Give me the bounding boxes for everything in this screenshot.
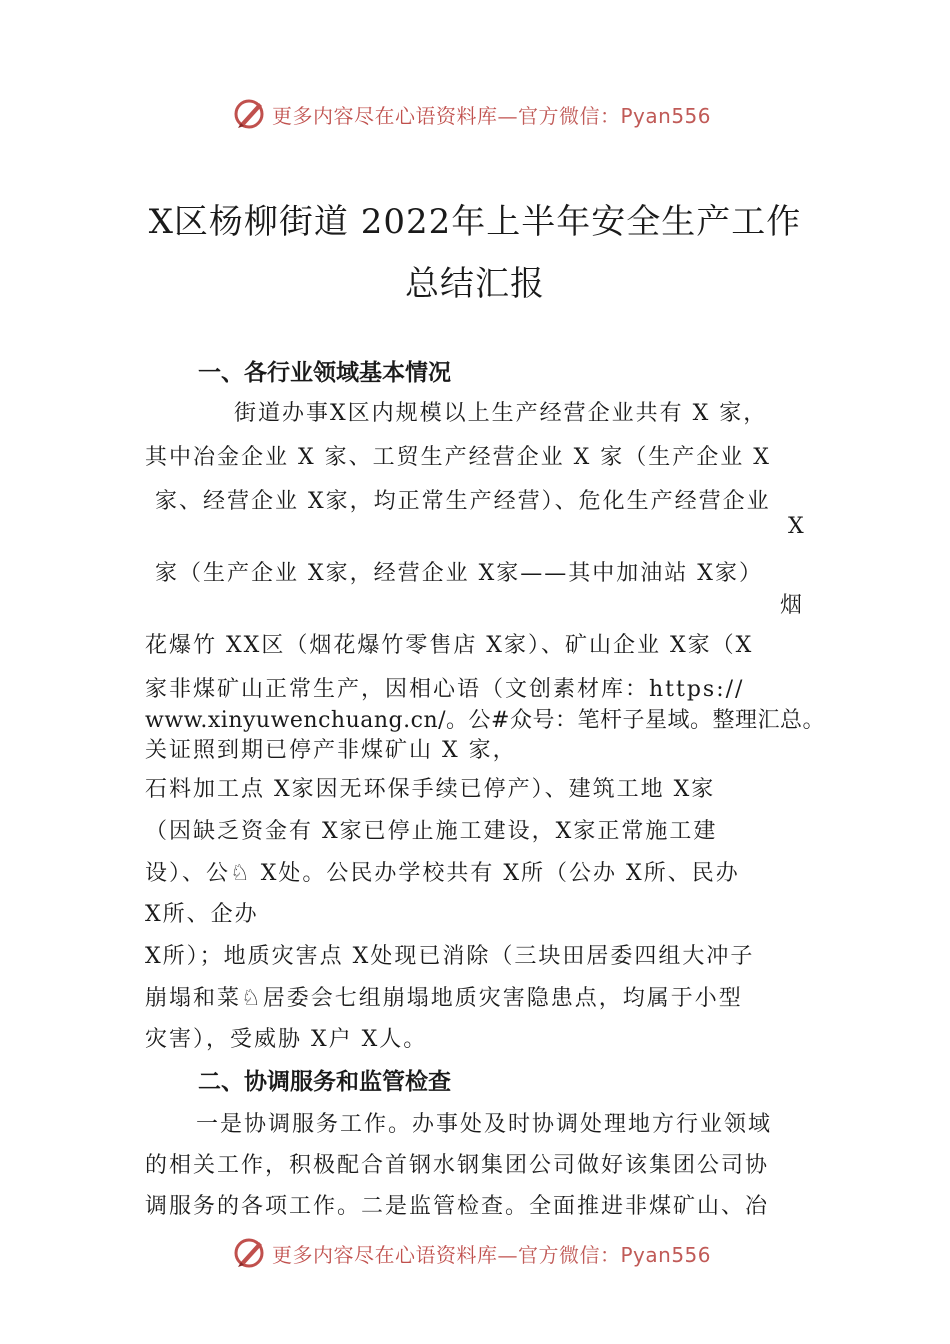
body-line: 家、经营企业 X家，均正常生产经营）、危化生产经营企业 xyxy=(155,489,771,514)
section2-heading: 二、协调服务和监管检查 xyxy=(198,1069,451,1095)
body-line: 设）、公♘ X处。公民办学校共有 X所（公办 X所、民办 xyxy=(145,861,740,886)
body-line: 家非煤矿山正常生产，因相心语（文创素材库：https:// xyxy=(145,677,745,702)
body-line: 关证照到期已停产非煤矿山 X 家， xyxy=(145,738,517,763)
watermark-banner-top xyxy=(0,94,950,134)
pen-logo-icon xyxy=(232,96,268,132)
body-line: （因缺乏资金有 X家已停止施工建设，X家正常施工建 xyxy=(145,819,718,844)
watermark-text: 更多内容尽在心语资料库—官方微信：Pyan556 xyxy=(272,104,712,128)
body-line: 街道办事X区内规模以上生产经营企业共有 X 家， xyxy=(234,401,768,426)
body-line: X xyxy=(788,514,806,539)
watermark-text: 更多内容尽在心语资料库—官方微信：Pyan556 xyxy=(272,1243,712,1267)
body-line: X所）；地质灾害点 X处现已消除（三块田居委四组大冲子 xyxy=(145,944,755,969)
body-line: 崩塌和菜♘居委会七组崩塌地质灾害隐患点，均属于小型 xyxy=(145,986,743,1011)
body-line: 的相关工作，积极配合首钢水钢集团公司做好该集团公司协 xyxy=(145,1153,770,1178)
body-line: 石料加工点 X家因无环保手续已停产）、建筑工地 X家 xyxy=(145,777,716,802)
body-line: 一是协调服务工作。办事处及时协调处理地方行业领域 xyxy=(196,1112,773,1137)
section1-heading: 一、各行业领域基本情况 xyxy=(198,360,451,386)
document-title-line1: X区杨柳街道 2022年上半年安全生产工作 xyxy=(148,202,802,242)
body-line: 调服务的各项工作。二是监管检查。全面推进非煤矿山、冶 xyxy=(145,1194,770,1219)
body-line: 其中冶金企业 X 家、工贸生产经营企业 X 家（生产企业 X xyxy=(145,445,771,470)
body-line: 花爆竹 XX区（烟花爆竹零售店 X家）、矿山企业 X家（X xyxy=(145,633,754,658)
pen-logo-icon xyxy=(232,1235,268,1271)
body-line: 灾害），受威胁 X户 X人。 xyxy=(145,1027,428,1052)
body-line: 烟 xyxy=(780,593,805,618)
body-line-url: www.xinyuwenchuang.cn/。公#众号：笔杆子星域。整理汇总。 xyxy=(145,708,825,733)
body-line: 家（生产企业 X家，经营企业 X家——其中加油站 X家） xyxy=(155,561,763,586)
document-title-line2: 总结汇报 xyxy=(405,264,545,304)
body-line: X所、企办 xyxy=(145,902,259,927)
watermark-banner-bottom xyxy=(0,1233,950,1273)
